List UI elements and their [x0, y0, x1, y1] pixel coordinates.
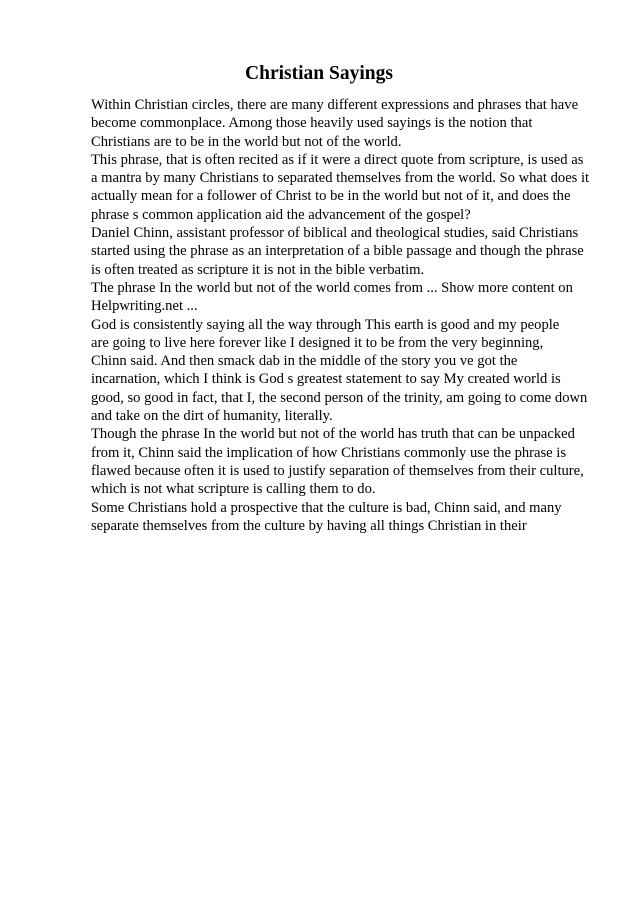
body-line: Some Christians hold a prospective that the culture is bad, Chinn said, and many: [91, 499, 562, 516]
body-line: flawed because often it is used to justify separation of themselves from their culture,: [91, 462, 584, 479]
body-line: and take on the dirt of humanity, literally.: [91, 408, 333, 425]
body-line: Chinn said. And then smack dab in the middle of the story you ve got the: [91, 353, 518, 370]
body-line: from it, Chinn said the implication of how Christians commonly use the phrase is: [91, 444, 567, 461]
body-line: Christians are to be in the world but not of the world.: [91, 133, 402, 150]
body-line: God is consistently saying all the way through This earth is good and my people: [91, 316, 560, 333]
body-line: Within Christian circles, there are many different expressions and phrases that have: [91, 97, 579, 113]
body-line: incarnation, which I think is God s greatest statement to say My created world is: [91, 371, 561, 388]
body-line: good, so good in fact, that I, the second person of the trinity, am going to come down: [91, 389, 588, 406]
body-line: become commonplace. Among those heavily used sayings is the notion that: [91, 115, 533, 132]
document-title: Christian Sayings: [245, 63, 393, 84]
body-line: Though the phrase In the world but not of the world has truth that can be unpacked: [91, 426, 575, 443]
body-line: Daniel Chinn, assistant professor of biblical and theological studies, said Christians: [91, 225, 579, 242]
body-line: phrase s common application aid the advancement of the gospel?: [91, 206, 471, 223]
body-line: which is not what scripture is calling them to do.: [91, 481, 376, 498]
body-line: a mantra by many Christians to separated themselves from the world. So what does it: [91, 170, 590, 187]
body-line: This phrase, that is often recited as if it were a direct quote from scripture, is used as: [91, 151, 584, 168]
document-body: [91, 96, 601, 535]
body-line: actually mean for a follower of Christ to be in the world but not of it, and does the: [91, 188, 571, 205]
body-line: The phrase In the world but not of the world comes from ... Show more content on: [91, 279, 573, 296]
body-line: is often treated as scripture it is not in the bible verbatim.: [91, 261, 425, 278]
source-link[interactable]: Helpwriting.net ...: [91, 298, 198, 315]
body-line: separate themselves from the culture by having all things Christian in their: [91, 517, 527, 534]
body-line: started using the phrase as an interpretation of a bible passage and though the phrase: [91, 243, 584, 260]
body-line: are going to live here forever like I designed it to be from the very beginning,: [91, 334, 544, 351]
